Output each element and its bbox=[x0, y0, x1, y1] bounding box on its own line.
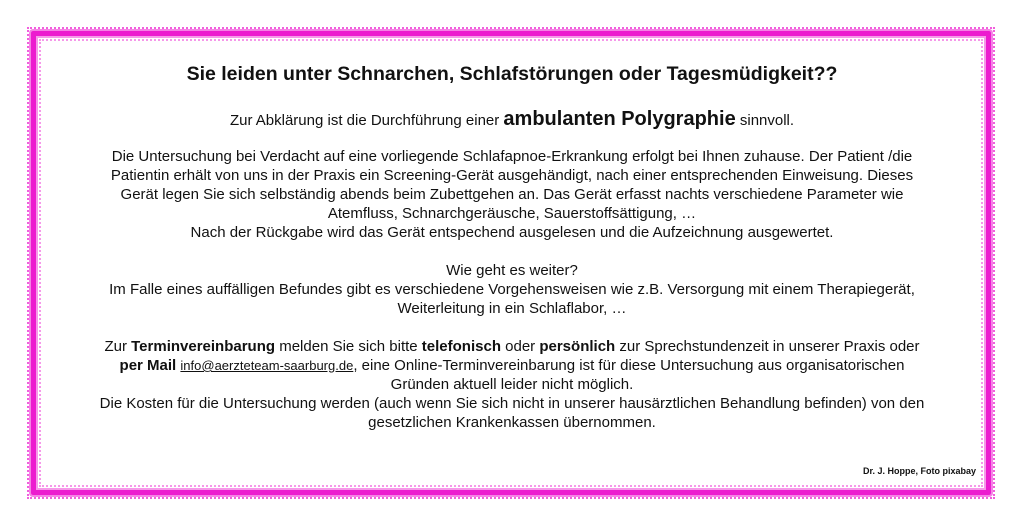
lead-emphasis: ambulanten Polygraphie bbox=[503, 108, 736, 130]
appointment-keyword: Terminvereinbarung bbox=[131, 338, 276, 355]
lead-paragraph bbox=[50, 110, 974, 130]
appointment-line: Gründen aktuell leider nicht möglich. bbox=[390, 376, 634, 393]
next-steps-line: Im Falle eines auffälligen Befundes gibt es verschiedene Vorgehensweisen wie z.B. Versorgung mit einem Therapiegerät, bbox=[109, 281, 915, 298]
examination-line: Die Untersuchung bei Verdacht auf eine vorliegende Schlafapnoe-Erkrankung erfolgt bei Ihnen zuhause. Der Patient /die bbox=[111, 148, 913, 165]
appointment-paragraph bbox=[50, 337, 974, 432]
appointment-text: melden Sie sich bitte bbox=[275, 338, 422, 355]
costs-line: gesetzlichen Krankenkassen übernommen. bbox=[368, 414, 656, 431]
lead-text-before: Zur Abklärung ist die Durchführung einer bbox=[229, 112, 504, 129]
examination-line: Patientin erhält von uns in der Praxis ein Screening-Gerät ausgehändigt, nach einer entsprechenden Einweisung. Dieses bbox=[110, 167, 914, 184]
photo-credit: Dr. J. Hoppe, Foto pixabay bbox=[862, 466, 976, 476]
examination-line: Gerät legen Sie sich selbständig abends beim Zubettgehen an. Das Gerät erfasst nachts verschiedene Parameter wie bbox=[120, 186, 904, 203]
costs-line: Die Kosten für die Untersuchung werden (auch wenn Sie sich nicht in unserer hausärztlichen Behandlung befinden) von den bbox=[99, 395, 925, 412]
email-link[interactable]: info@aerzteteam-saarburg.de bbox=[180, 358, 354, 373]
examination-line: Atemfluss, Schnarchgeräusche, Sauerstoffsättigung, … bbox=[327, 205, 697, 222]
appointment-text: zur Sprechstundenzeit in unserer Praxis oder bbox=[615, 338, 920, 355]
appointment-text: oder bbox=[500, 338, 540, 355]
next-steps-paragraph bbox=[50, 261, 974, 318]
examination-line: Nach der Rückgabe wird das Gerät entspechend ausgelesen und die Aufzeichnung ausgewertet. bbox=[190, 224, 834, 241]
appointment-keyword: per Mail bbox=[119, 357, 177, 374]
appointment-line bbox=[50, 337, 974, 356]
appointment-text: , eine Online-Terminvereinbarung ist für diese Untersuchung aus organisatorischen bbox=[353, 357, 905, 374]
appointment-keyword: persönlich bbox=[539, 338, 616, 355]
appointment-line bbox=[50, 356, 974, 375]
next-steps-question: Wie geht es weiter? bbox=[446, 262, 578, 279]
next-steps-line: Weiterleitung in ein Schlaflabor, … bbox=[397, 300, 627, 317]
appointment-keyword: telefonisch bbox=[421, 338, 501, 355]
appointment-text: Zur bbox=[104, 338, 132, 355]
examination-paragraph bbox=[50, 147, 974, 242]
notice-content bbox=[50, 60, 974, 432]
page-title: Sie leiden unter Schnarchen, Schlafstörungen oder Tagesmüdigkeit?? bbox=[186, 63, 838, 85]
lead-text-after: sinnvoll. bbox=[735, 112, 795, 129]
